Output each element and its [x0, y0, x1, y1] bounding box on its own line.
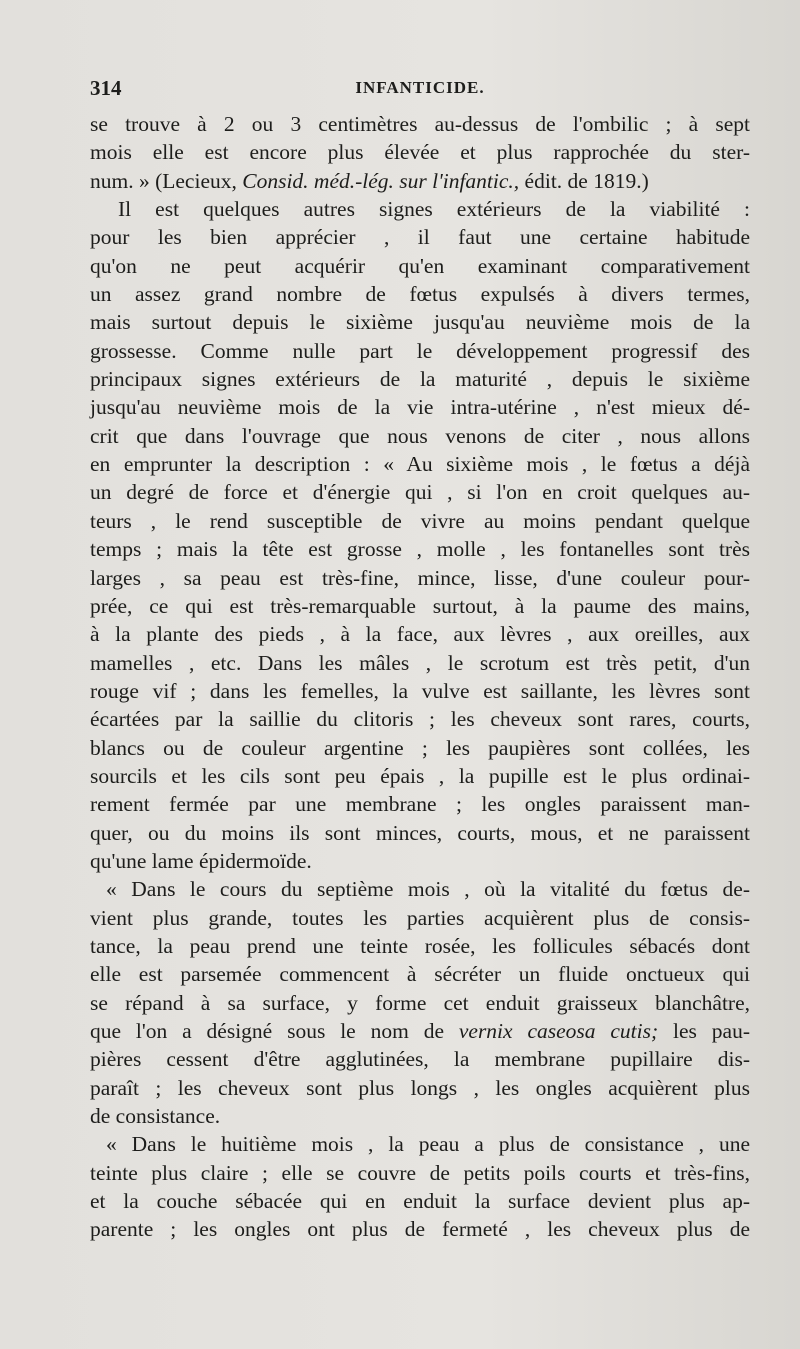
text-line: quer, ou du moins ils sont minces, courts, mous, et ne paraissent	[90, 820, 750, 845]
text-line: se trouve à 2 ou 3 centimètres au-dessus de l'ombilic ; à sept	[90, 112, 750, 136]
text-line: mois elle est encore plus élevée et plus rapprochée du ster-	[90, 140, 750, 165]
text-line: de consistance.	[90, 1104, 221, 1129]
text-line: vient plus grande, toutes les parties acquièrent plus de consis-	[90, 905, 750, 930]
text-line: en emprunter la description : « Au sixième mois , le fœtus a déjà	[90, 452, 750, 477]
text-line: elle est parsemée commencent à sécréter un fluide onctueux qui	[90, 962, 750, 987]
text-line: parente ; les ongles ont plus de fermeté , les cheveux plus de	[90, 1217, 750, 1242]
text-line: principaux signes extérieurs de la maturité , depuis le sixième	[90, 367, 750, 392]
text-line: rement fermée par une membrane ; les ongles paraissent man-	[90, 792, 750, 817]
running-head: INFANTICIDE.	[355, 78, 485, 97]
italic-text: vernix caseosa cutis;	[458, 1019, 659, 1043]
page-number: 314	[90, 76, 122, 100]
text-line: teinte plus claire ; elle se couvre de petits poils courts et très-fins,	[90, 1160, 750, 1185]
italic-text: Consid. méd.-lég. sur l'infantic.,	[242, 168, 520, 193]
text-segment: que l'on a désigné sous le nom de	[90, 1019, 459, 1043]
text-line: teurs , le rend susceptible de vivre au moins pendant quelque	[90, 508, 750, 533]
text-line: qu'une lame épidermoïde.	[90, 848, 312, 873]
text-line: un degré de force et d'énergie qui , si l'on en croit quelques au-	[90, 480, 750, 505]
text-line: « Dans le huitième mois , la peau a plus de consistance , une	[106, 1132, 750, 1157]
text-line: temps ; mais la tête est grosse , molle , les fontanelles sont très	[90, 537, 750, 562]
text-line: larges , sa peau est très-fine, mince, lisse, d'une couleur pour-	[90, 565, 750, 590]
text-line: grossesse. Comme nulle part le développement progressif des	[90, 338, 750, 363]
text-line: tance, la peau prend une teinte rosée, les follicules sébacés dont	[90, 933, 750, 958]
text-line: à la plante des pieds , à la face, aux lèvres , aux oreilles, aux	[90, 622, 750, 647]
text-line: qu'on ne peut acquérir qu'en examinant comparativement	[90, 253, 750, 278]
page-header	[90, 76, 750, 106]
text-line: blancs ou de couleur argentine ; les paupières sont collées, les	[90, 735, 750, 760]
text-line: mamelles , etc. Dans les mâles , le scrotum est très petit, d'un	[90, 650, 750, 675]
text-line: et la couche sébacée qui en enduit la surface devient plus ap-	[90, 1189, 750, 1214]
text-line: crit que dans l'ouvrage que nous venons de citer , nous allons	[90, 423, 750, 448]
text-line: écartées par la saillie du clitoris ; les cheveux sont rares, courts,	[90, 707, 750, 732]
text-line	[90, 1017, 750, 1045]
text-line: mais surtout depuis le sixième jusqu'au neuvième mois de la	[90, 310, 750, 335]
text-line: « Dans le cours du septième mois , où la vitalité du fœtus de-	[106, 877, 750, 902]
text-line: rouge vif ; dans les femelles, la vulve est saillante, les lèvres sont	[90, 678, 750, 703]
text-line: sourcils et les cils sont peu épais , la pupille est le plus ordinai-	[90, 763, 750, 788]
text-line: se répand à sa surface, y forme cet enduit graisseux blanchâtre,	[90, 990, 750, 1015]
text-line: jusqu'au neuvième mois de la vie intra-utérine , n'est mieux dé-	[90, 395, 750, 420]
text-line	[90, 167, 750, 195]
text-line: un assez grand nombre de fœtus expulsés à divers termes,	[90, 282, 750, 307]
text-segment: les pau-	[658, 1019, 751, 1043]
text-line: pières cessent d'être agglutinées, la membrane pupillaire dis-	[90, 1047, 750, 1072]
body-text	[90, 110, 750, 1244]
text-segment: édit. de 1819.)	[519, 168, 649, 193]
text-line: Il est quelques autres signes extérieurs de la viabilité :	[118, 197, 750, 222]
text-line: pour les bien apprécier , il faut une certaine habitude	[90, 225, 750, 250]
text-line: prée, ce qui est très-remarquable surtout, à la paume des mains,	[90, 593, 750, 618]
text-segment: num. » (Lecieux,	[90, 168, 243, 193]
text-line: paraît ; les cheveux sont plus longs , les ongles acquièrent plus	[90, 1075, 750, 1100]
